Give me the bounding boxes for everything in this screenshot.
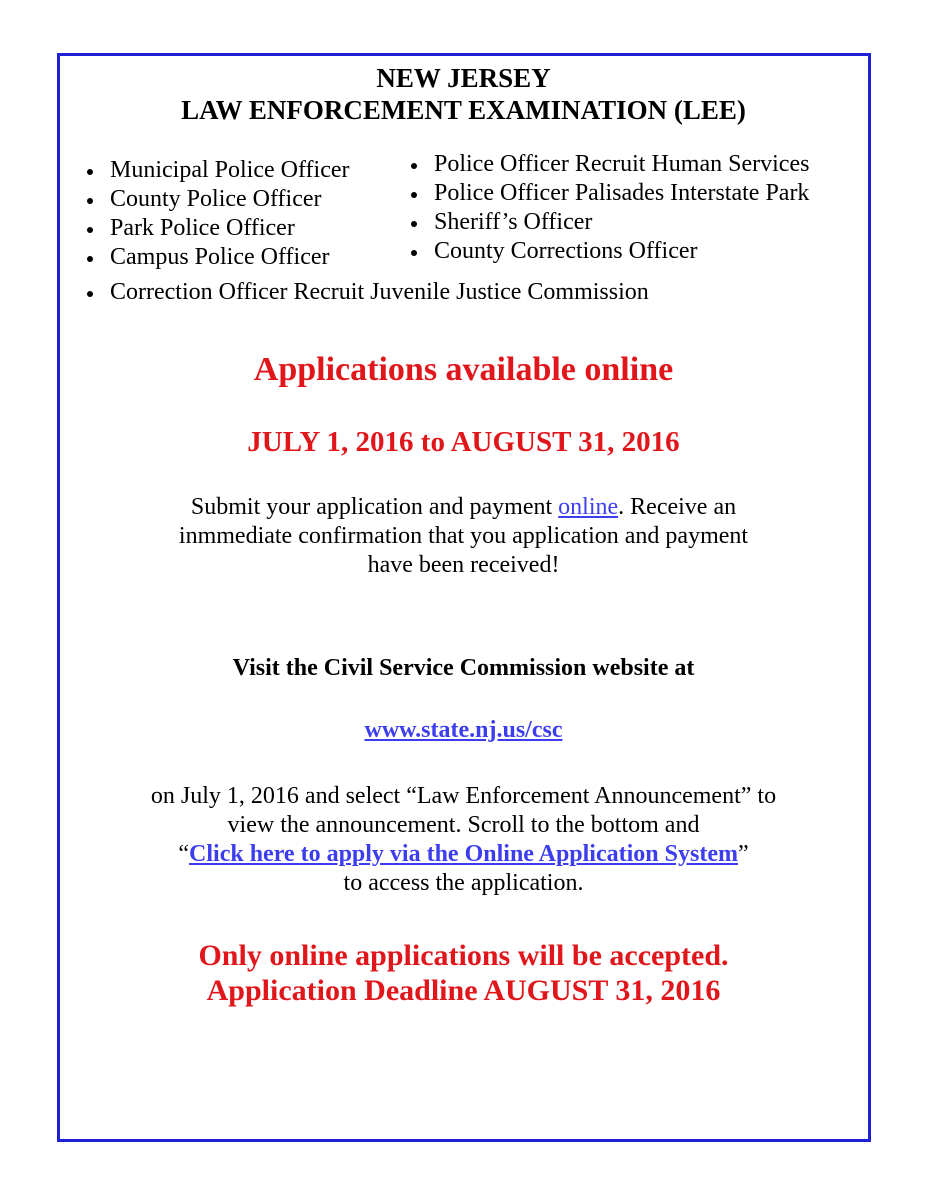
submit-line-3: have been received! xyxy=(367,552,560,578)
close-quote: ” xyxy=(737,841,749,867)
visit-line-1: on July 1, 2016 and select “Law Enforcement Announcement” to xyxy=(150,783,777,809)
availability-dates: JULY 1, 2016 to AUGUST 31, 2016 xyxy=(247,426,680,458)
footer-line-2: Application Deadline AUGUST 31, 2016 xyxy=(206,974,721,1007)
list-item: Police Officer Palisades Interstate Park xyxy=(408,179,809,208)
title-exam: LAW ENFORCEMENT EXAMINATION (LEE) xyxy=(181,95,746,125)
list-item: Municipal Police Officer xyxy=(84,156,349,185)
visit-heading: Visit the Civil Service Commission website at xyxy=(232,655,695,681)
list-item: Park Police Officer xyxy=(84,214,349,243)
apply-online-link[interactable]: Click here to apply via the Online Application System xyxy=(189,841,738,867)
list-item: Campus Police Officer xyxy=(84,243,349,272)
title-state: NEW JERSEY xyxy=(376,63,551,93)
csc-website-link[interactable]: www.state.nj.us/csc xyxy=(364,717,563,743)
submit-text-before: Submit your application and payment xyxy=(190,494,559,520)
submit-line-2: inmmediate confirmation that you application and payment xyxy=(178,523,749,549)
visit-paragraph xyxy=(0,782,927,898)
visit-line-4: to access the application. xyxy=(343,870,584,896)
submit-paragraph xyxy=(0,493,927,580)
list-item: County Corrections Officer xyxy=(408,237,809,266)
positions-right-list xyxy=(408,150,809,266)
submit-line-1 xyxy=(0,493,927,522)
list-item: Correction Officer Recruit Juvenile Justice Commission xyxy=(84,278,649,307)
positions-left-list xyxy=(84,156,349,272)
online-link[interactable]: online xyxy=(558,494,619,520)
list-item: Police Officer Recruit Human Services xyxy=(408,150,809,179)
submit-text-after: . Receive an xyxy=(618,494,737,520)
open-quote: “ xyxy=(178,841,190,867)
footer-line-1: Only online applications will be accepted. xyxy=(198,939,729,972)
list-item: County Police Officer xyxy=(84,185,349,214)
footer-notice xyxy=(0,938,927,1008)
availability-heading: Applications available online xyxy=(253,351,674,388)
positions-bottom-list xyxy=(84,278,649,307)
visit-line-2: view the announcement. Scroll to the bottom and xyxy=(227,812,700,838)
url-line xyxy=(0,716,927,745)
visit-line-3 xyxy=(0,840,927,869)
list-item: Sheriff’s Officer xyxy=(408,208,809,237)
